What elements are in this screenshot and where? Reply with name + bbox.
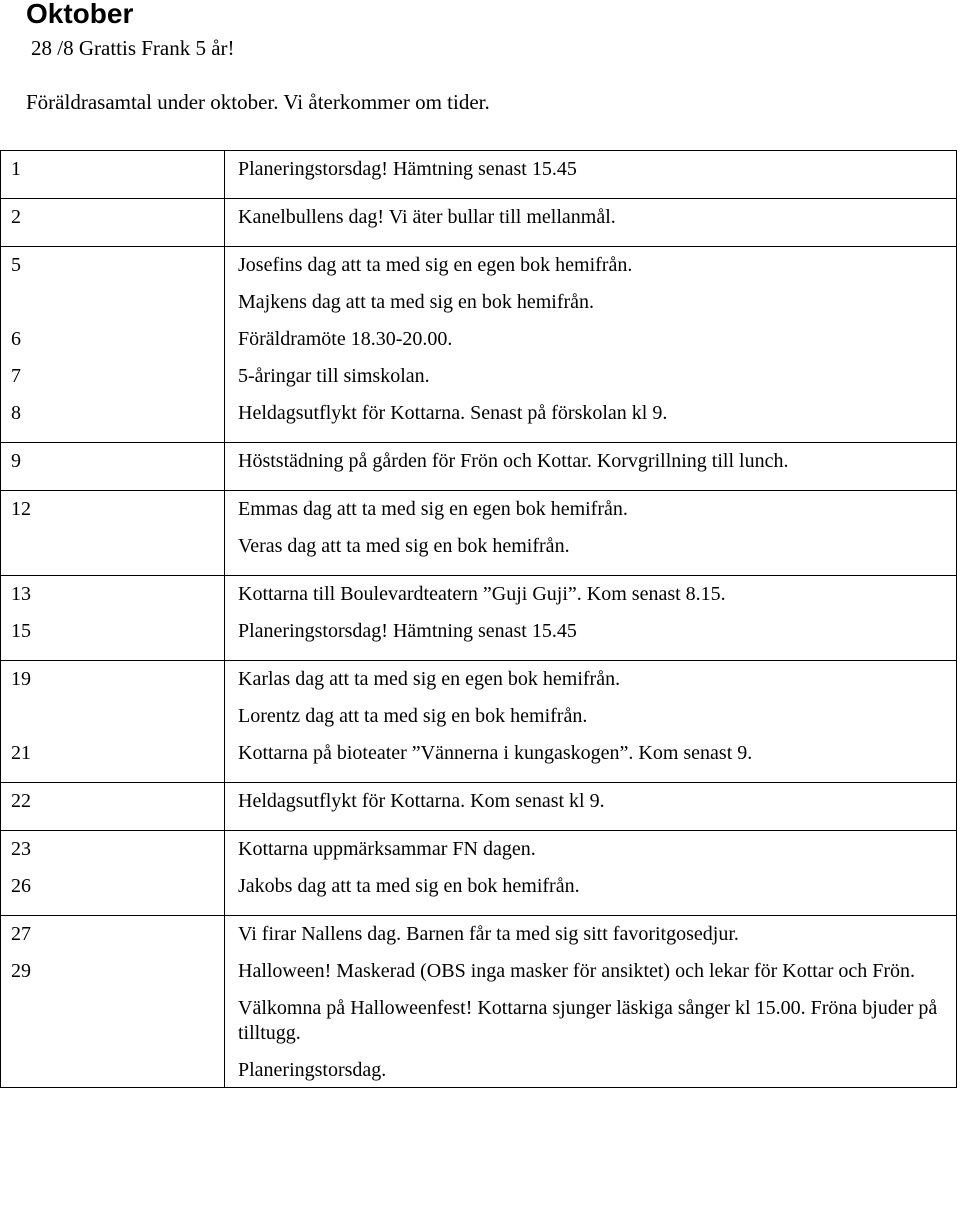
day-cell (1, 576, 225, 661)
table-row (1, 661, 957, 783)
table-row (1, 247, 957, 443)
event-cell (225, 443, 957, 491)
event-text: Kanelbullens dag! Vi äter bullar till mellanmål. (238, 206, 616, 228)
day-number: 5 (11, 254, 21, 276)
day-number: 26 (11, 875, 31, 897)
table-row (1, 783, 957, 831)
october-calendar-table (0, 150, 957, 1088)
day-number: 27 (11, 923, 31, 945)
event-text: 5-åringar till simskolan. (238, 365, 430, 387)
event-text: Lorentz dag att ta med sig en bok hemifrån. (238, 705, 588, 727)
parent-meeting-notice: Föräldrasamtal under oktober. Vi återkommer om tider. (26, 90, 490, 114)
day-number: 9 (11, 450, 21, 472)
event-text: Planeringstorsdag. (238, 1059, 387, 1081)
event-text: Josefins dag att ta med sig en egen bok hemifrån. (238, 254, 633, 276)
day-cell (1, 491, 225, 576)
day-number: 6 (11, 328, 21, 350)
event-text: Välkomna på Halloweenfest! Kottarna sjunger läskiga sånger kl 15.00. Fröna bjuder på tilltugg. (238, 997, 938, 1044)
table-row (1, 831, 957, 916)
day-number: 29 (11, 960, 31, 982)
table-row (1, 916, 957, 1088)
event-text: Halloween! Maskerad (OBS inga masker för ansiktet) och lekar för Kottar och Frön. (238, 960, 916, 982)
event-text: Karlas dag att ta med sig en egen bok hemifrån. (238, 668, 621, 690)
day-number: 13 (11, 583, 31, 605)
event-cell (225, 151, 957, 199)
event-cell (225, 661, 957, 783)
day-number: 19 (11, 668, 31, 690)
day-cell (1, 151, 225, 199)
event-cell (225, 247, 957, 443)
day-number: 7 (11, 365, 21, 387)
day-cell (1, 831, 225, 916)
day-number: 23 (11, 838, 31, 860)
event-text: Jakobs dag att ta med sig en bok hemifrån. (238, 875, 580, 897)
event-text: Kottarna på bioteater ”Vännerna i kungaskogen”. Kom senast 9. (238, 742, 753, 764)
day-number: 22 (11, 790, 31, 812)
event-text: Höststädning på gården för Frön och Kottar. Korvgrillning till lunch. (238, 450, 789, 472)
event-cell (225, 783, 957, 831)
day-cell (1, 247, 225, 443)
event-cell (225, 491, 957, 576)
event-text: Föräldramöte 18.30-20.00. (238, 328, 453, 350)
table-row (1, 199, 957, 247)
event-text: Kottarna uppmärksammar FN dagen. (238, 838, 536, 860)
event-text: Planeringstorsdag! Hämtning senast 15.45 (238, 620, 577, 642)
day-number: 12 (11, 498, 31, 520)
day-number (11, 704, 224, 741)
day-number: 1 (11, 158, 21, 180)
day-number (11, 290, 224, 327)
event-text: Kottarna till Boulevardteatern ”Guji Guji”. Kom senast 8.15. (238, 583, 726, 605)
day-number: 2 (11, 206, 21, 228)
day-cell (1, 661, 225, 783)
table-row (1, 443, 957, 491)
day-cell (1, 783, 225, 831)
table-row (1, 491, 957, 576)
event-text: Veras dag att ta med sig en bok hemifrån. (238, 535, 570, 557)
day-cell (1, 199, 225, 247)
day-number: 21 (11, 742, 31, 764)
event-cell (225, 916, 957, 1088)
event-text: Heldagsutflykt för Kottarna. Kom senast kl 9. (238, 790, 605, 812)
event-text: Heldagsutflykt för Kottarna. Senast på förskolan kl 9. (238, 402, 668, 424)
table-row (1, 151, 957, 199)
birthday-note: 28 /8 Grattis Frank 5 år! (31, 36, 235, 60)
day-number: 8 (11, 402, 21, 424)
event-cell (225, 199, 957, 247)
page-title: Oktober (26, 0, 134, 29)
day-number: 15 (11, 620, 31, 642)
event-cell (225, 576, 957, 661)
event-cell (225, 831, 957, 916)
event-text: Emmas dag att ta med sig en egen bok hemifrån. (238, 498, 628, 520)
event-text: Majkens dag att ta med sig en bok hemifrån. (238, 291, 595, 313)
event-text: Planeringstorsdag! Hämtning senast 15.45 (238, 158, 577, 180)
event-text: Vi firar Nallens dag. Barnen får ta med sig sitt favoritgosedjur. (238, 923, 739, 945)
day-cell (1, 916, 225, 1088)
day-cell (1, 443, 225, 491)
table-row (1, 576, 957, 661)
